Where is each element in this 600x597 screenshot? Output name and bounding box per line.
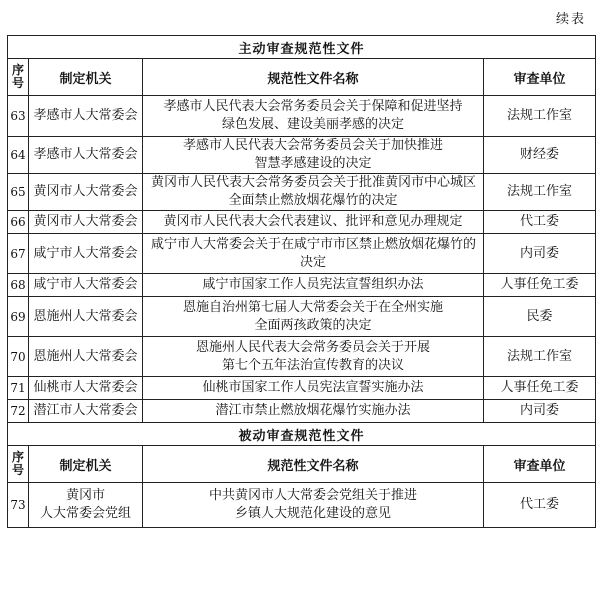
- document-name-line: 乡镇人大规范化建设的意见: [234, 506, 391, 521]
- issuing-organ: [29, 137, 143, 174]
- table-row: [8, 483, 596, 528]
- row-number: 68: [8, 274, 29, 297]
- document-name: [143, 297, 484, 337]
- header-org: 制定机关: [29, 446, 143, 483]
- document-name-line: 中共黄冈市人大常委会党组关于推进: [208, 488, 417, 503]
- document-name-line: 咸宁市国家工作人员宪法宣誓组织办法: [202, 277, 424, 292]
- review-unit: 法规工作室: [484, 174, 596, 211]
- header-no-char: 序: [11, 450, 24, 464]
- issuing-organ: [29, 400, 143, 423]
- issuing-organ: [29, 377, 143, 400]
- row-number: 67: [8, 234, 29, 274]
- row-number: 73: [8, 483, 29, 528]
- document-name-line: 潜江市禁止燃放烟花爆竹实施办法: [215, 403, 411, 418]
- section-title: 被动审查规范性文件: [8, 423, 596, 446]
- issuing-organ-line: 黄冈市人大常委会: [33, 184, 138, 199]
- document-name-line: 黄冈市人民代表大会代表建议、批评和意见办理规定: [163, 214, 463, 229]
- issuing-organ-line: 黄冈市: [65, 488, 105, 503]
- regulatory-documents-table: [7, 35, 596, 528]
- section-title-row: [8, 423, 596, 446]
- row-number: 69: [8, 297, 29, 337]
- document-name-line: 绿色发展、建设美丽孝感的决定: [221, 117, 404, 132]
- header-unit: 审查单位: [484, 446, 596, 483]
- header-unit: 审查单位: [484, 59, 596, 96]
- document-name-line: 孝感市人民代表大会常务委员会关于加快推进: [182, 138, 443, 153]
- issuing-organ: [29, 211, 143, 234]
- document-name: [143, 274, 484, 297]
- issuing-organ: [29, 274, 143, 297]
- table-row: [8, 234, 596, 274]
- document-name-line: 黄冈市人民代表大会常务委员会关于批准黄冈市中心城区: [151, 175, 477, 190]
- row-number: 63: [8, 96, 29, 137]
- review-unit: 人事任免工委: [484, 377, 596, 400]
- table-body: [8, 36, 596, 528]
- review-unit: 法规工作室: [484, 96, 596, 137]
- issuing-organ-line: 潜江市人大常委会: [33, 403, 138, 418]
- table-row: [8, 297, 596, 337]
- issuing-organ-line: 仙桃市人大常委会: [33, 380, 138, 395]
- document-name-line: 仙桃市国家工作人员宪法宣誓实施办法: [202, 380, 424, 395]
- document-name: [143, 137, 484, 174]
- document-name-line: 全面禁止燃放烟花爆竹的决定: [228, 193, 398, 208]
- document-name: [143, 234, 484, 274]
- header-no-char: 号: [11, 76, 24, 90]
- continued-label: 续表: [555, 12, 586, 27]
- document-name: [143, 337, 484, 377]
- review-unit: 代工委: [484, 483, 596, 528]
- header-no: [8, 59, 29, 96]
- document-name-line: 智慧孝感建设的决定: [254, 156, 372, 171]
- document-name-line: 恩施州人民代表大会常务委员会关于开展: [195, 339, 430, 355]
- issuing-organ-line: 孝感市人大常委会: [33, 147, 138, 162]
- issuing-organ-line: 黄冈市人大常委会: [33, 214, 138, 229]
- issuing-organ: [29, 96, 143, 137]
- table-row: [8, 377, 596, 400]
- issuing-organ: [29, 297, 143, 337]
- table-row: [8, 96, 596, 137]
- review-unit: 内司委: [484, 400, 596, 423]
- issuing-organ-line: 孝感市人大常委会: [33, 108, 138, 123]
- review-unit: 财经委: [484, 137, 596, 174]
- table-row: [8, 274, 596, 297]
- header-name: 规范性文件名称: [143, 59, 484, 96]
- table-row: [8, 400, 596, 423]
- issuing-organ: [29, 174, 143, 211]
- header-no-char: 号: [11, 463, 24, 477]
- header-org: 制定机关: [29, 59, 143, 96]
- document-name: [143, 483, 484, 528]
- header-name: 规范性文件名称: [143, 446, 484, 483]
- document-name-line: 全面两孩政策的决定: [254, 317, 372, 333]
- review-unit: 代工委: [484, 211, 596, 234]
- table-row: [8, 137, 596, 174]
- issuing-organ: [29, 234, 143, 274]
- row-number: 65: [8, 174, 29, 211]
- document-name: [143, 377, 484, 400]
- issuing-organ-line: 恩施州人大常委会: [33, 308, 138, 324]
- document-name: [143, 400, 484, 423]
- table-row: [8, 174, 596, 211]
- row-number: 70: [8, 337, 29, 377]
- section-title-row: [8, 36, 596, 59]
- issuing-organ-line: 咸宁市人大常委会: [33, 277, 138, 292]
- row-number: 71: [8, 377, 29, 400]
- document-name: [143, 96, 484, 137]
- document-name-line: 咸宁市人大常委会关于在咸宁市市区禁止燃放烟花爆竹的: [151, 236, 477, 252]
- review-unit: 人事任免工委: [484, 274, 596, 297]
- row-number: 72: [8, 400, 29, 423]
- column-header-row: [8, 59, 596, 96]
- issuing-organ-line: 人大常委会党组: [39, 506, 131, 521]
- document-name: [143, 211, 484, 234]
- issuing-organ-line: 恩施州人大常委会: [33, 348, 138, 364]
- review-unit: 内司委: [484, 234, 596, 274]
- row-number: 64: [8, 137, 29, 174]
- issuing-organ: [29, 337, 143, 377]
- column-header-row: [8, 446, 596, 483]
- section-title: 主动审查规范性文件: [8, 36, 596, 59]
- row-number: 66: [8, 211, 29, 234]
- table-row: [8, 211, 596, 234]
- table-row: [8, 337, 596, 377]
- header-no: [8, 446, 29, 483]
- document-name-line: 决定: [299, 254, 326, 270]
- header-no-char: 序: [11, 63, 24, 77]
- issuing-organ: [29, 483, 143, 528]
- document-name-line: 第七个五年法治宣传教育的决议: [221, 357, 404, 373]
- review-unit: 法规工作室: [484, 337, 596, 377]
- issuing-organ-line: 咸宁市人大常委会: [33, 245, 138, 261]
- document-name: [143, 174, 484, 211]
- document-name-line: 孝感市人民代表大会常务委员会关于保障和促进坚持: [163, 99, 463, 114]
- review-unit: 民委: [484, 297, 596, 337]
- document-name-line: 恩施自治州第七届人大常委会关于在全州实施: [182, 299, 443, 315]
